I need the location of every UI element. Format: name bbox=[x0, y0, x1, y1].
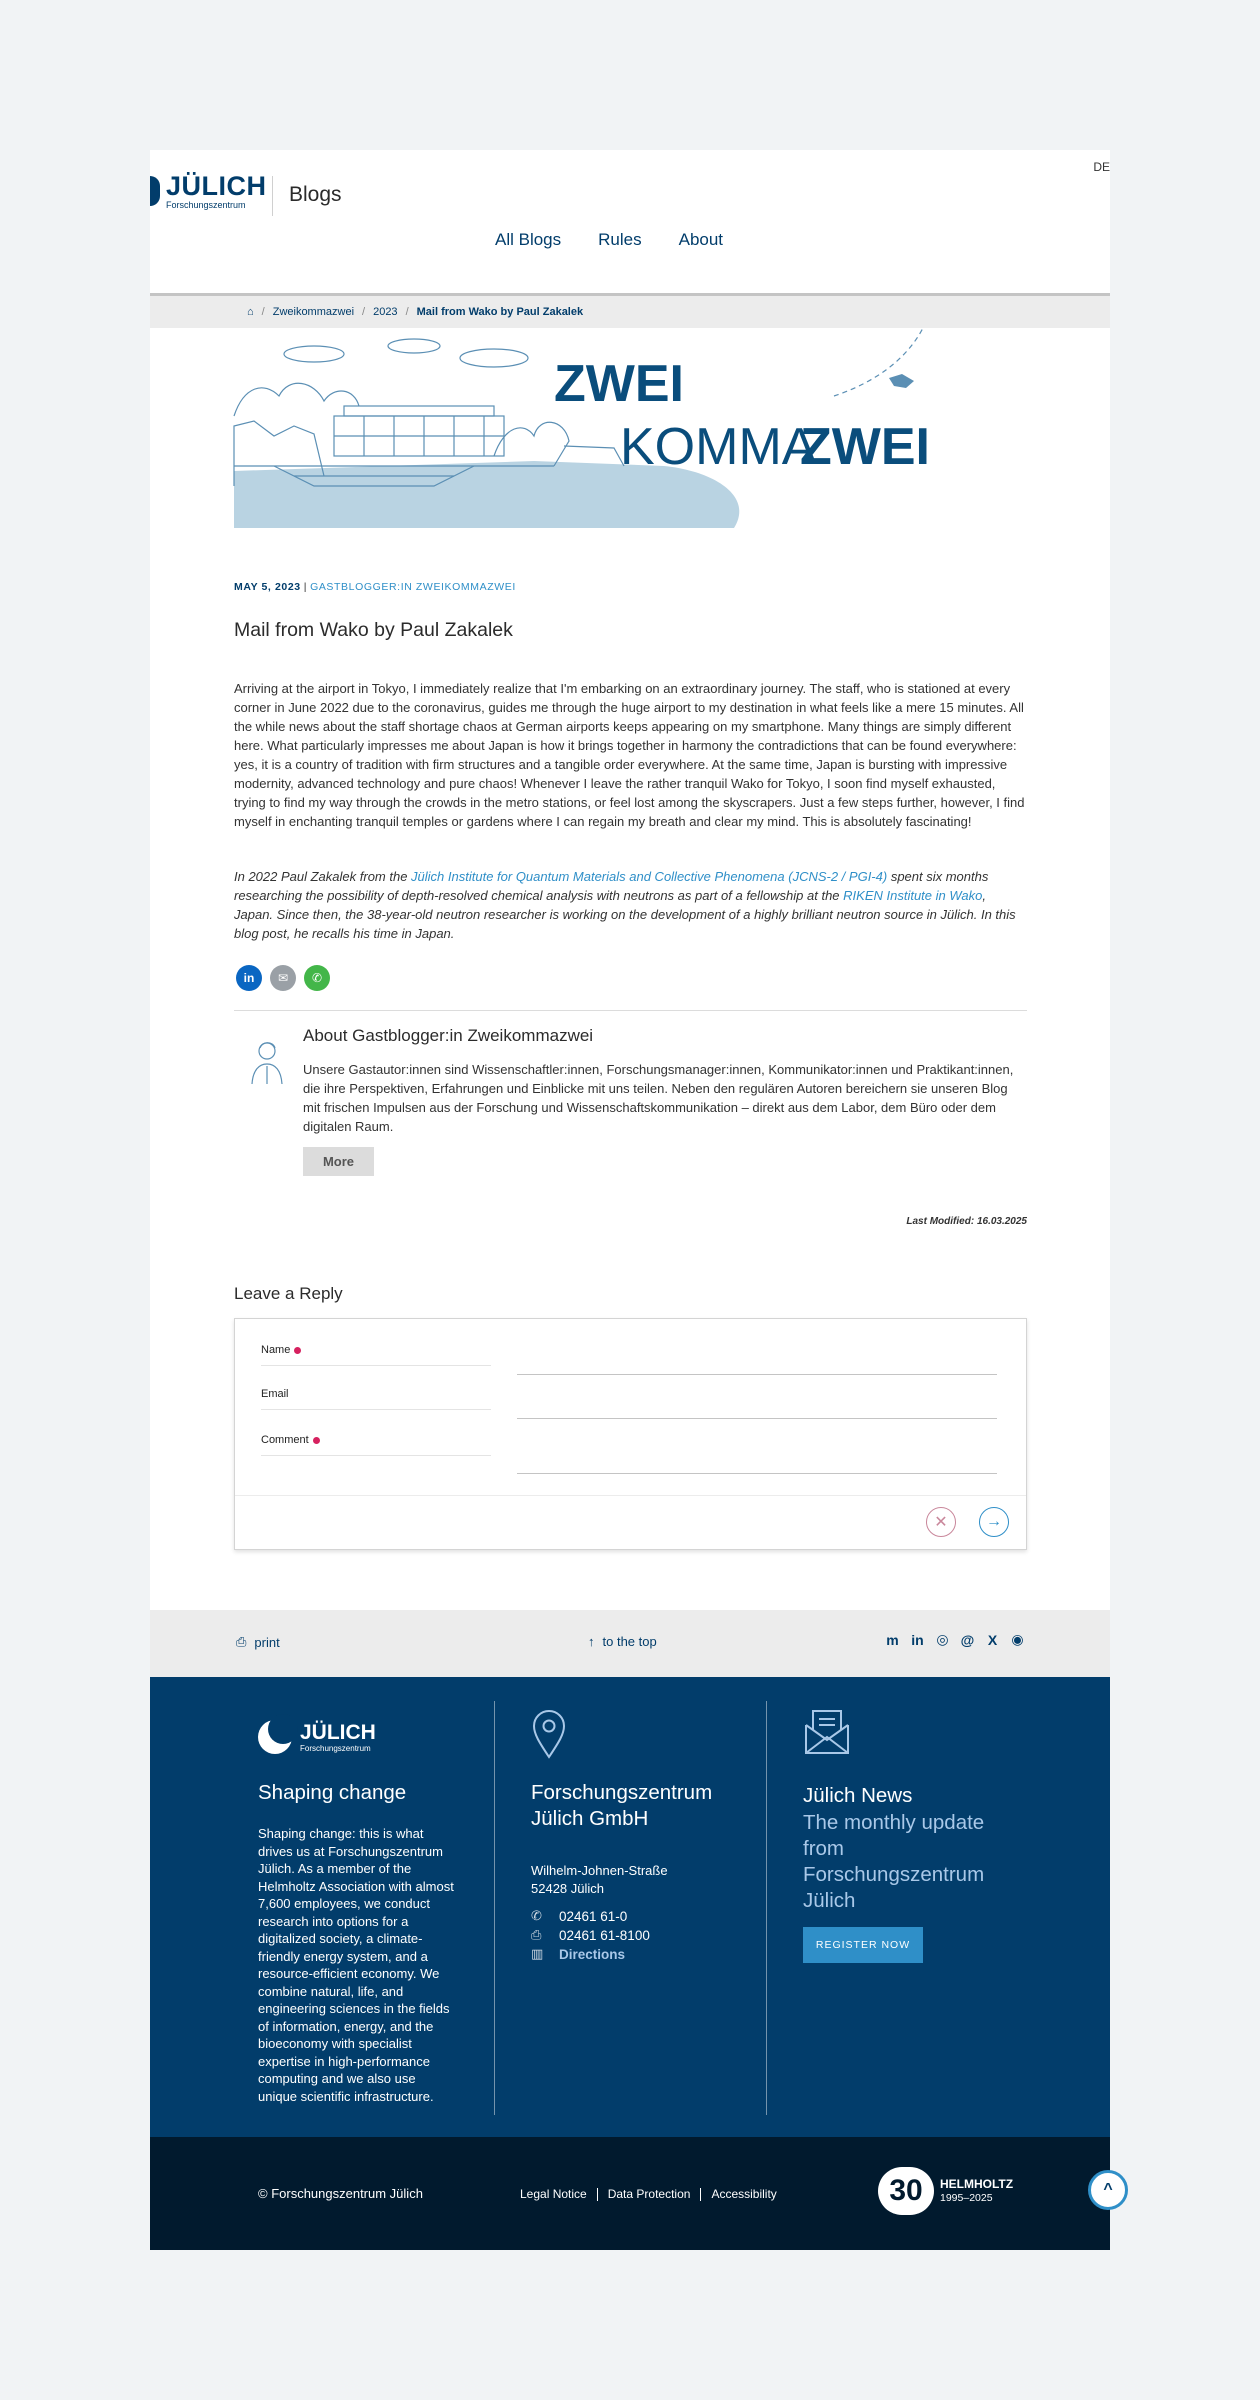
bottom-bar bbox=[150, 2137, 1113, 2250]
copyright: © Forschungszentrum Jülich bbox=[258, 2186, 423, 2201]
intro-text: , Japan. Since then, the 38-year-old neutron researcher is working on the development of a highly brilliant neutron source in Jülich. In this blog post, he recalls his time in Japan. bbox=[234, 888, 1016, 941]
about-author-title: About Gastblogger:in Zweikommazwei bbox=[303, 1026, 594, 1045]
city: 52428 Jülich bbox=[531, 1881, 604, 1896]
news-subtitle: The monthly update from Forschungszentrum Jülich bbox=[803, 1811, 985, 1912]
riken-link[interactable]: RIKEN Institute in Wako bbox=[843, 888, 983, 903]
address bbox=[531, 1862, 668, 1898]
language-switch[interactable]: DE bbox=[1093, 160, 1110, 174]
juelich-moon-icon bbox=[258, 1720, 292, 1754]
logo-divider bbox=[272, 176, 273, 216]
phone[interactable] bbox=[531, 1908, 627, 1924]
news-title: Jülich News bbox=[803, 1784, 913, 1807]
footer-logo-name: JÜLICH bbox=[300, 1720, 376, 1744]
phone-icon: ✆ bbox=[531, 1908, 542, 1923]
social-links bbox=[883, 1630, 1027, 1649]
intro-text: spent six months researching the possibility of depth-resolved chemical analysis with neutrons as part of a fellowship at the bbox=[234, 869, 989, 903]
footer bbox=[150, 1677, 1110, 2137]
juelich-logo[interactable] bbox=[150, 172, 267, 210]
cancel-button[interactable] bbox=[926, 1507, 956, 1537]
accessibility-link[interactable]: Accessibility bbox=[711, 2187, 777, 2201]
arrow-right-icon: → bbox=[986, 1513, 1002, 1530]
newsletter-icon bbox=[803, 1707, 851, 1757]
instagram-icon[interactable]: ◎ bbox=[936, 1631, 949, 1647]
linkedin-share-icon[interactable]: in bbox=[236, 965, 262, 991]
threads-icon[interactable]: @ bbox=[960, 1631, 975, 1648]
post-title: Mail from Wako by Paul Zakalek bbox=[234, 619, 513, 641]
fax-icon: ⎙ bbox=[531, 1927, 542, 1942]
linkedin-icon[interactable]: in bbox=[911, 1631, 924, 1648]
fax bbox=[531, 1927, 650, 1943]
fax-number: 02461 61-8100 bbox=[559, 1927, 650, 1943]
banner-word-zwei: ZWEI bbox=[554, 355, 684, 413]
footer-logo-subtitle: Forschungszentrum bbox=[300, 1743, 371, 1753]
directions-label: Directions bbox=[559, 1946, 626, 1962]
footer-column-divider bbox=[494, 1701, 495, 2115]
register-button[interactable]: REGISTER NOW bbox=[803, 1927, 923, 1963]
print-label: print bbox=[254, 1634, 280, 1650]
helmholtz-logo[interactable] bbox=[878, 2167, 1013, 2215]
phone-number: 02461 61-0 bbox=[559, 1908, 628, 1924]
legal-notice-link[interactable]: Legal Notice bbox=[520, 2187, 587, 2201]
close-icon: ✕ bbox=[934, 1514, 948, 1531]
post-body: Arriving at the airport in Tokyo, I immediately realize that I'm embarking on an extraordinary journey. The staff, who is stationed at every corner in June 2022 due to the coronavirus, guides me through the huge airport to my destination in what feels like a mere 15 minutes. All the while news about the staff shortage chaos at German airports keeps appearing on my smartphone. Many things are simply different here. What particularly impresses me about Japan is how it brings together in harmony the contradictions that can be found everywhere: yes, it is a country of tradition with firm structures and a tangible order everywhere. At the same time, Japan is bursting with impressive modernity, advanced technology and pure chaos! Whenever I leave the rather tranquil Wako for Tokyo, I soon find myself exhausted, trying to find my way through the crowds in the metro stations, or feel lost among the skyscrapers. Just a few steps further, however, I find myself in enchanting tranquil temples or gardens where I can regain my breath and clear my mind. This is absolutely fascinating! bbox=[234, 681, 1025, 829]
helmholtz-years: 1995–2025 bbox=[940, 2192, 993, 2204]
meta-separator: | bbox=[303, 581, 308, 593]
helmholtz-name: HELMHOLTZ bbox=[940, 2177, 1014, 2191]
name-input[interactable] bbox=[517, 1349, 997, 1375]
post-date: MAY 5, 2023 bbox=[234, 581, 301, 593]
logo-subtitle: Forschungszentrum bbox=[166, 200, 246, 210]
email-input[interactable] bbox=[517, 1393, 997, 1419]
org-title: Forschungszentrum Jülich GmbH bbox=[531, 1781, 713, 1830]
legal-links bbox=[520, 2187, 777, 2201]
page bbox=[150, 150, 1113, 2250]
shaping-text: Shaping change: this is what drives us at Forschungszentrum Jülich. As a member of the Helmholtz Association with almost 7,600 employees, we conduct research into options for a digitalized society, a climate-friendly energy system, and a resource-efficient economy. We combine natural, life, and engineering sciences in the fields of information, energy, and the bioeconomy with specialist expertise in high-performance computing and we also use unique scientific infrastructure. bbox=[258, 1826, 454, 2104]
nav-all-blogs[interactable]: All Blogs bbox=[495, 230, 562, 249]
about-author-text: Unsere Gastautor:innen sind Wissenschaftler:innen, Forschungsmanager:innen, Kommunikator:innen und Praktikant:innen, die ihre Perspektiven, Erfahrungen und Einblicke mit uns teilen. Neben den regulären Autoren bereichern sie unseren Blog mit frischen Impulsen aus der Forschung und Wissenschaftskommunikation – direkt aus dem Labor, dem Büro oder dem digitalen Raum. bbox=[303, 1062, 1014, 1134]
whatsapp-share-icon[interactable]: ✆ bbox=[304, 965, 330, 991]
required-indicator bbox=[313, 1437, 320, 1444]
nav-about[interactable]: About bbox=[678, 230, 724, 249]
institute-link[interactable]: Jülich Institute for Quantum Materials and Collective Phenomena (JCNS-2 / PGI-4) bbox=[411, 869, 888, 884]
main-nav bbox=[495, 230, 723, 250]
last-modified: Last Modified: 16.03.2025 bbox=[906, 1216, 1027, 1227]
shaping-title: Shaping change bbox=[258, 1781, 407, 1804]
data-protection-link[interactable]: Data Protection bbox=[607, 2187, 691, 2201]
arrow-up-icon: ↑ bbox=[588, 1634, 595, 1649]
intro-text: In 2022 Paul Zakalek from the bbox=[234, 869, 412, 884]
location-pin-icon bbox=[531, 1709, 567, 1759]
banner-word-zwei-2: ZWEI bbox=[800, 418, 930, 476]
breadcrumb-item[interactable]: Zweikommazwei bbox=[272, 306, 355, 318]
scroll-top-button[interactable] bbox=[1088, 2170, 1128, 2210]
reply-title: Leave a Reply bbox=[234, 1284, 343, 1303]
footer-logo[interactable] bbox=[258, 1720, 376, 1754]
email-label: Email bbox=[261, 1388, 289, 1400]
divider bbox=[234, 1010, 1027, 1011]
blog-banner bbox=[234, 326, 1027, 528]
directions-link[interactable] bbox=[531, 1946, 625, 1962]
post-author-link[interactable]: GASTBLOGGER:IN ZWEIKOMMAZWEI bbox=[310, 581, 516, 593]
email-share-icon[interactable]: ✉ bbox=[270, 965, 296, 991]
banner-word-komma: KOMMA bbox=[620, 418, 817, 476]
to-top-link[interactable] bbox=[588, 1634, 657, 1649]
submit-button[interactable] bbox=[979, 1507, 1009, 1537]
mastodon-icon[interactable]: m bbox=[886, 1631, 899, 1648]
comment-label-row bbox=[261, 1434, 491, 1456]
name-label: Name bbox=[261, 1344, 291, 1356]
email-label-row bbox=[261, 1388, 491, 1410]
form-divider bbox=[235, 1495, 1026, 1496]
more-button[interactable]: More bbox=[303, 1147, 374, 1176]
chevron-up-icon: ^ bbox=[1103, 2181, 1113, 2198]
utility-bar bbox=[150, 1610, 1110, 1677]
to-top-label: to the top bbox=[602, 1634, 657, 1649]
rss-icon[interactable]: ◉ bbox=[1011, 1631, 1024, 1647]
required-indicator bbox=[294, 1347, 301, 1354]
home-icon[interactable]: ⌂ bbox=[247, 306, 254, 318]
comment-form bbox=[234, 1318, 1027, 1550]
breadcrumb-item[interactable]: 2023 bbox=[373, 306, 398, 318]
author-avatar bbox=[247, 1038, 289, 1084]
comment-textarea[interactable] bbox=[517, 1444, 997, 1474]
nav-rules[interactable]: Rules bbox=[598, 230, 642, 249]
post-intro bbox=[234, 867, 1027, 943]
x-icon[interactable]: X bbox=[987, 1631, 998, 1648]
anniversary-badge: 30 bbox=[878, 2167, 934, 2215]
name-label-row bbox=[261, 1344, 491, 1366]
logo-name: JÜLICH bbox=[166, 171, 267, 201]
footer-column-divider bbox=[766, 1701, 767, 2115]
breadcrumb: ⌂ / Zweikommazwei / 2023 / Mail from Wako by Paul Zakalek bbox=[150, 296, 1110, 328]
section-title[interactable]: Blogs bbox=[289, 183, 342, 206]
comment-label: Comment bbox=[261, 1434, 309, 1446]
printer-icon: ⎙ bbox=[236, 1634, 247, 1649]
share-buttons bbox=[236, 965, 330, 991]
street: Wilhelm-Johnen-Straße bbox=[531, 1863, 668, 1878]
breadcrumb-current: Mail from Wako by Paul Zakalek bbox=[416, 306, 584, 318]
map-icon: ▥ bbox=[531, 1946, 544, 1961]
logo-mark-icon bbox=[150, 176, 160, 206]
print-button[interactable] bbox=[236, 1634, 280, 1650]
post-meta bbox=[234, 581, 516, 593]
